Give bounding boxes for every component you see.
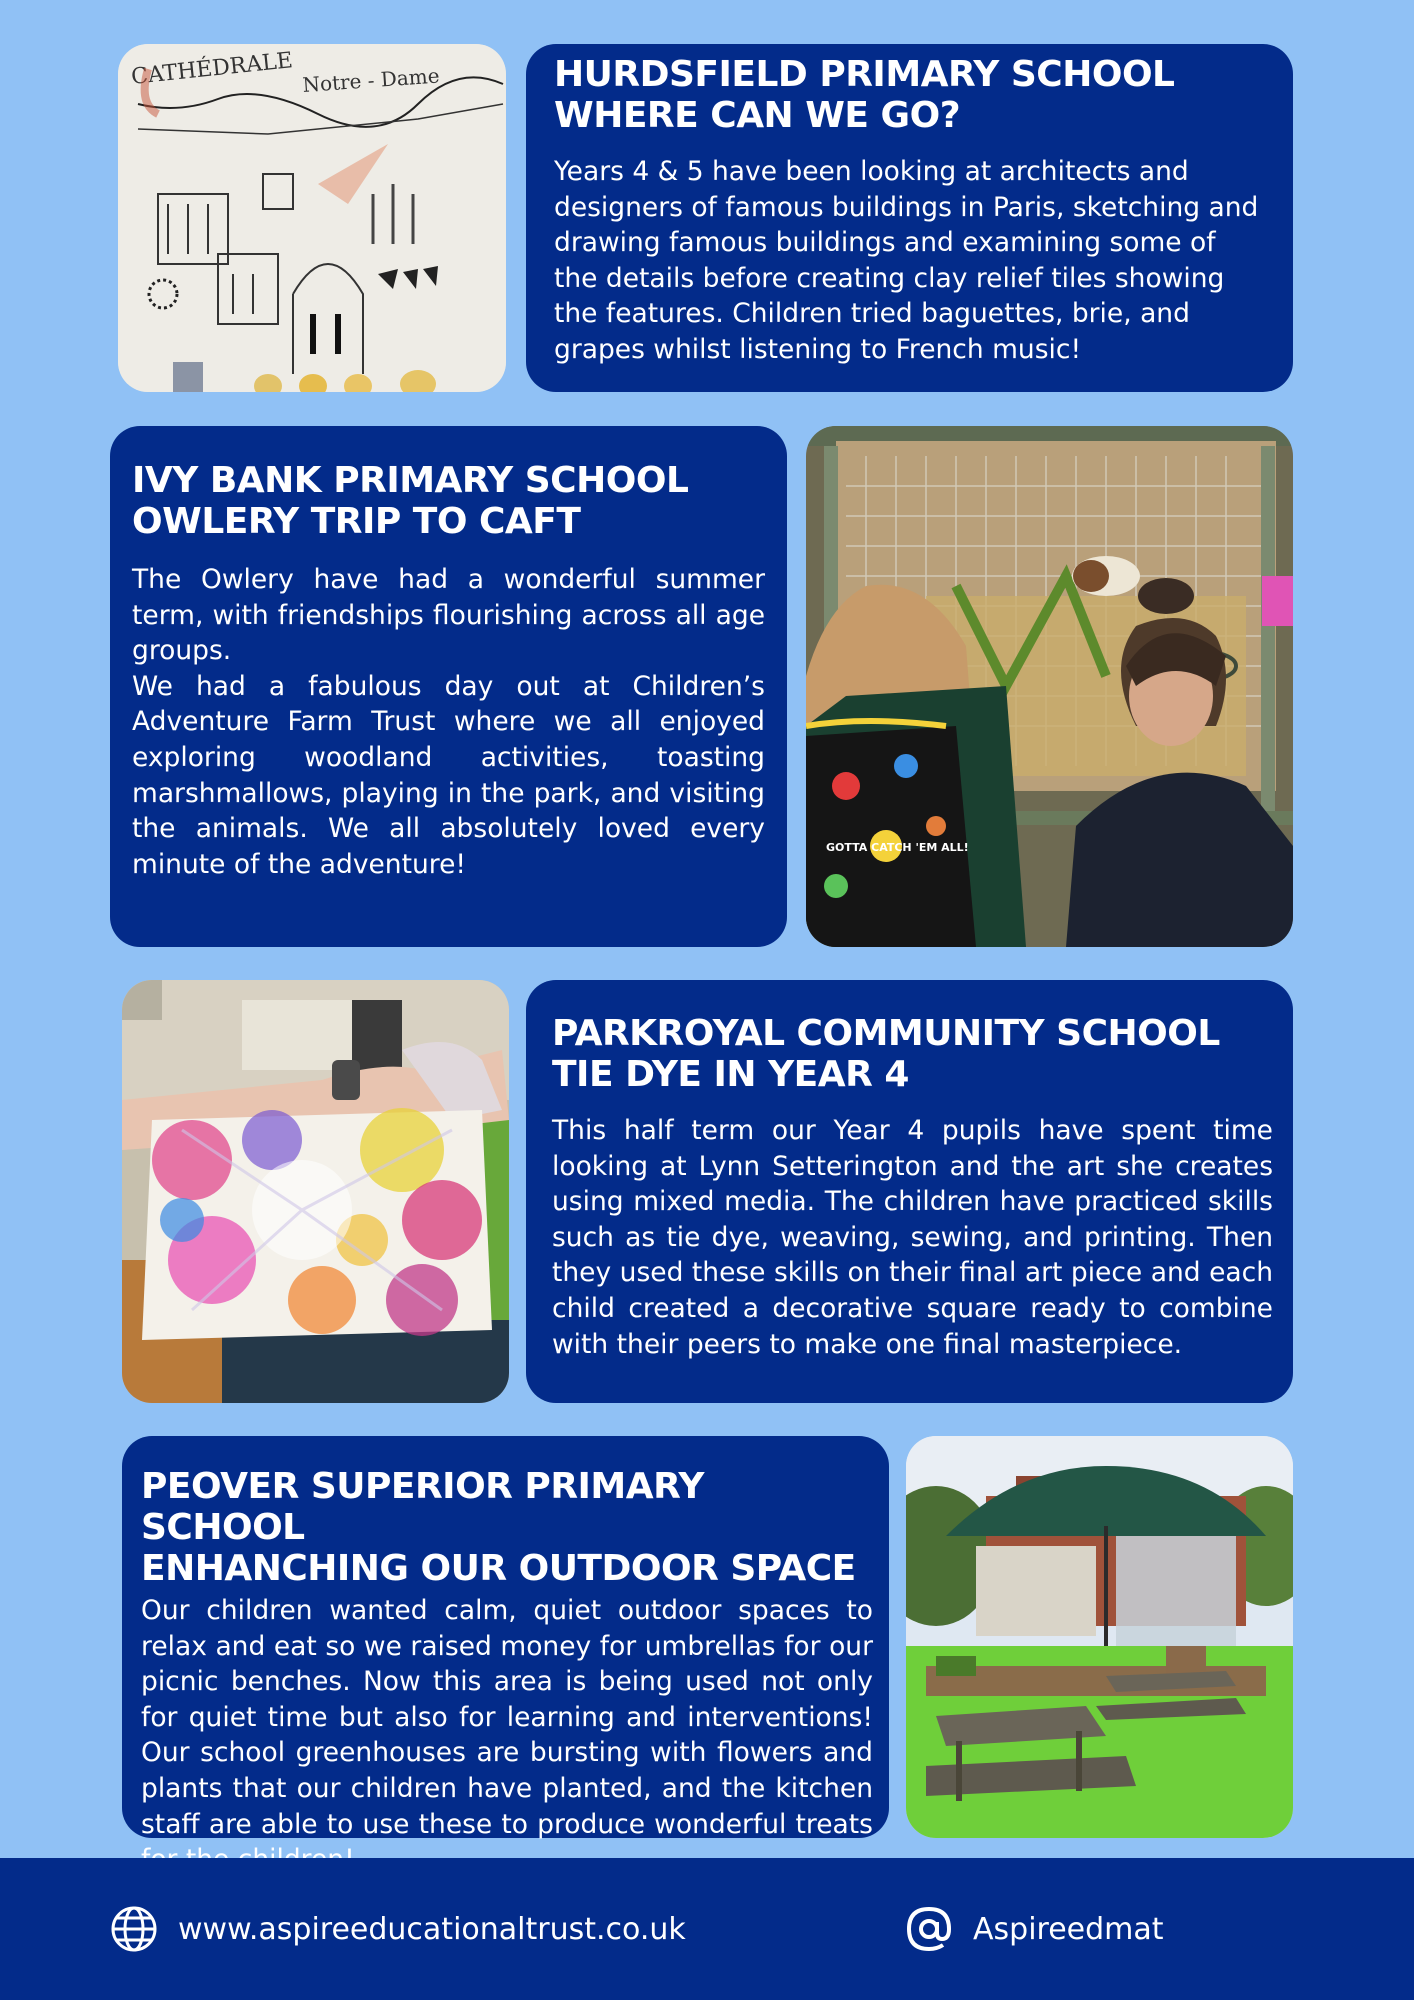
section-peover-card <box>122 1436 889 1838</box>
section-title-line: PARKROYAL COMMUNITY SCHOOL <box>552 1013 1220 1054</box>
section-hurdsfield-body: Years 4 & 5 have been looking at architects and designers of famous buildings in Paris, sketching and drawing famous buildings and examining some of the details before creating clay relief tiles showing the features. Children tried baguettes, brie, and grapes whilst listening to French music! <box>554 156 1259 365</box>
sketch-label-cathedrale: CATHÉDRALE <box>130 48 294 90</box>
website-link[interactable]: www.aspireeducationaltrust.co.uk <box>178 1911 686 1947</box>
section-peover-title <box>141 1466 873 1589</box>
section-subtitle-line: TIE DYE IN YEAR 4 <box>552 1054 909 1095</box>
section-subtitle-line: OWLERY TRIP TO CAFT <box>132 501 581 542</box>
farm-visit-photo <box>806 426 1293 947</box>
at-sign-icon <box>905 1905 953 1953</box>
section-peover-body: Our children wanted calm, quiet outdoor spaces to relax and eat so we raised money for umbrellas for our picnic benches. Now this area is being used not only for quiet time but also for learning and interventions! Our school greenhouses are bursting with flowers and plants that our children have planted, and the kitchen staff are able to use these to produce wonderful treats <box>141 1595 873 1840</box>
section-ivy-bank-body-para1: The Owlery have had a wonderful summer term, with friendships flourishing across all age groups. <box>132 564 765 667</box>
section-ivy-bank-card <box>110 426 787 947</box>
section-title-line: IVY BANK PRIMARY SCHOOL <box>132 460 689 501</box>
notre-dame-sketch-photo <box>118 44 506 392</box>
backpack-text: GOTTA CATCH 'EM ALL! <box>826 841 969 854</box>
footer-website[interactable] <box>110 1858 686 2000</box>
section-subtitle-line: ENHANCHING OUR OUTDOOR SPACE <box>141 1548 856 1589</box>
footer <box>0 1858 1414 2000</box>
section-parkroyal-title <box>552 1013 1273 1095</box>
outdoor-space-photo <box>906 1436 1293 1838</box>
tie-dye-photo <box>122 980 509 1403</box>
section-ivy-bank-body-para2: We had a fabulous day out at Children’s Adventure Farm Trust where we all enjoyed exploring woodland activities, toasting marshmallows, playing in the park, and visiting the animals. We all absolutely loved every minute of the adventure! <box>132 670 765 880</box>
footer-social-handle[interactable] <box>905 1858 1164 2000</box>
social-handle[interactable]: Aspireedmat <box>973 1911 1164 1947</box>
sketch-label-notre-dame: Notre - Dame <box>301 63 441 97</box>
section-title-line: PEOVER SUPERIOR PRIMARY SCHOOL <box>141 1466 704 1548</box>
section-title-line: HURDSFIELD PRIMARY SCHOOL <box>554 54 1175 95</box>
section-ivy-bank-title <box>132 460 765 542</box>
section-hurdsfield-card <box>526 44 1293 392</box>
section-parkroyal-card <box>526 980 1293 1403</box>
section-parkroyal-body: This half term our Year 4 pupils have spent time looking at Lynn Setterington and the art she creates using mixed media. The children have practiced skills such as tie dye, weaving, sewing, and printing. Then they used these skills on their final art piece and each child created a decorative square ready to combine with their peers to make one final masterpiece. <box>552 1115 1273 1360</box>
globe-icon <box>110 1905 158 1953</box>
section-hurdsfield-title <box>554 54 1265 136</box>
section-subtitle-line: WHERE CAN WE GO? <box>554 95 961 136</box>
